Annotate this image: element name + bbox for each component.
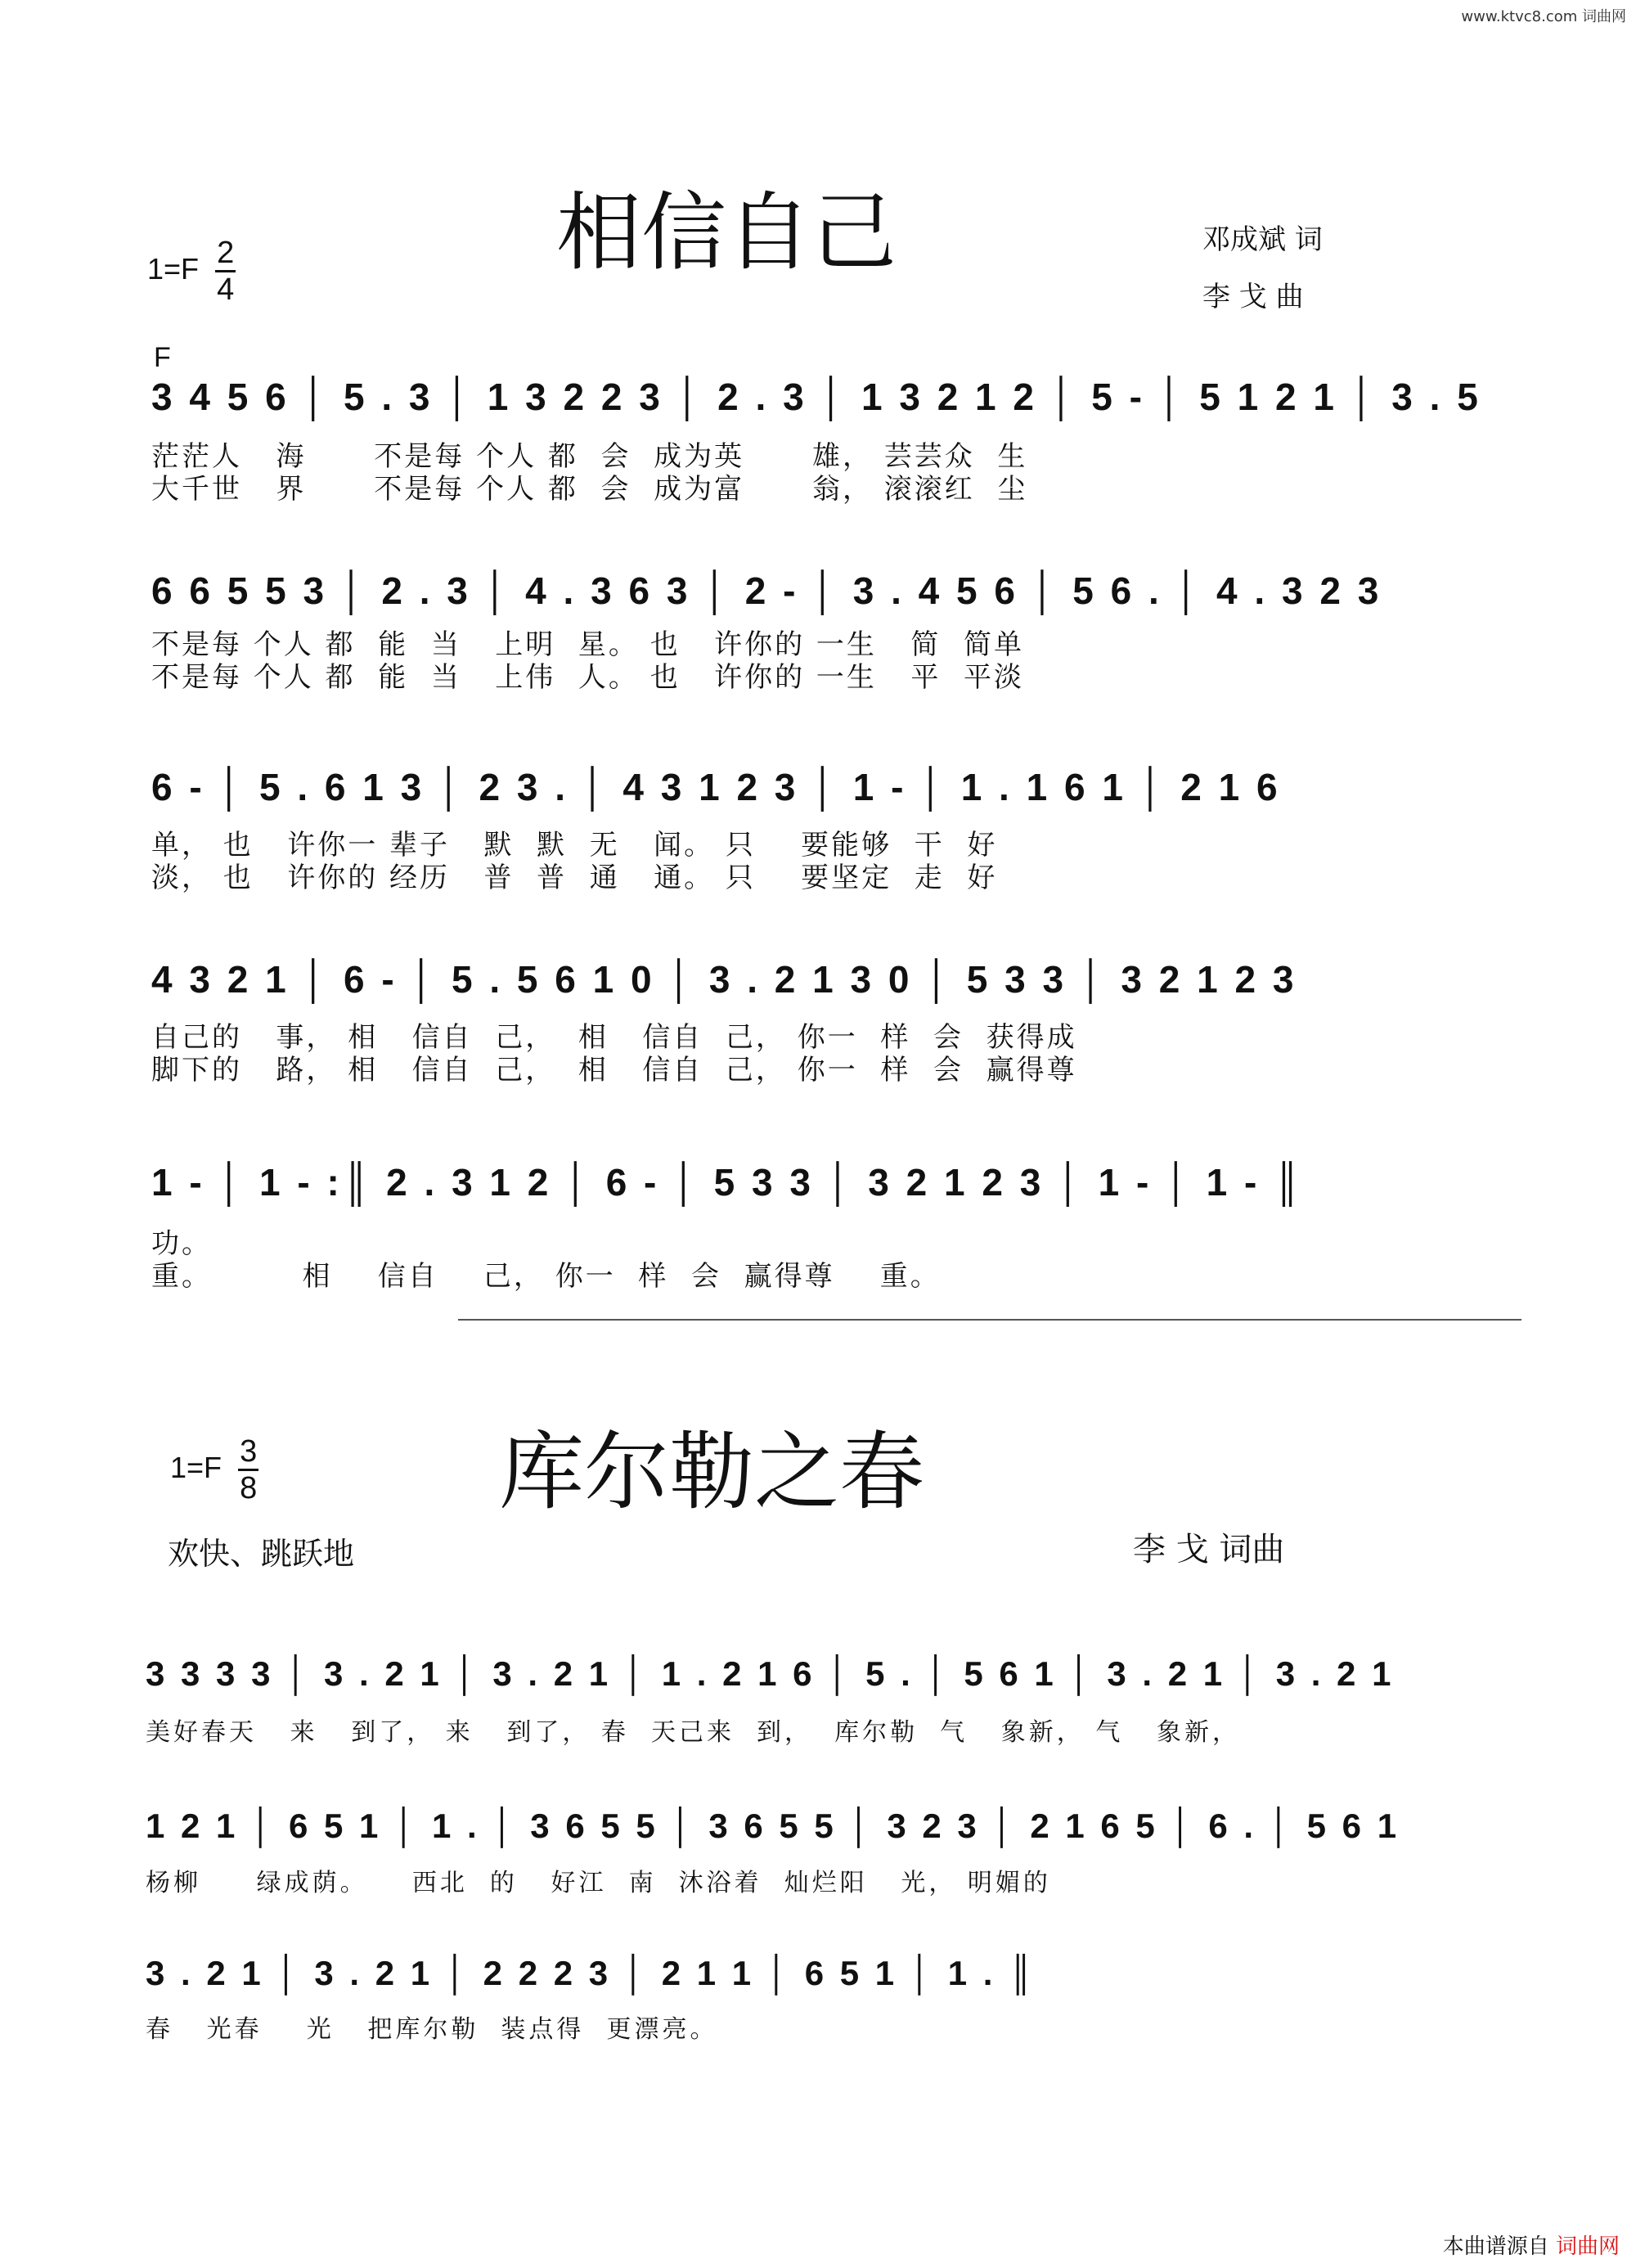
- song1-notation-row-1: 3 4 5 6 │ 5 . 3 │ 1 3 2 2 3 │ 2 . 3 │ 1 3 2 1 2 │ 5 - │ 5 1 2 1 │ 3 . 5: [151, 376, 1481, 418]
- song1-key: 1=F: [147, 252, 200, 286]
- song2-key-signature: [170, 1436, 258, 1504]
- song1-lyric-row-2-verse-1: 不是每 个人 都 能 当 上明 星。 也 许你的 一生 简 简单: [151, 628, 1024, 661]
- song1-notation-row-4: 4 3 2 1 │ 6 - │ 5 . 5 6 1 0 │ 3 . 2 1 3 0 │ 5 3 3 │ 3 2 1 2 3: [151, 958, 1297, 1001]
- footer-source: [1443, 2230, 1620, 2260]
- song1-lyricist: 邓成斌 词: [1202, 223, 1323, 256]
- song1-lyric-row-4-verse-1: 自己的 事， 相 信自 己， 相 信自 己， 你一 样 会 获得成: [151, 1021, 1077, 1054]
- watermark-top: www.ktvc8.com 词曲网: [1461, 8, 1626, 25]
- song1-time-top: 2: [215, 237, 236, 272]
- song1-composer: 李 戈 曲: [1202, 281, 1304, 313]
- song1-lyric-row-5-verse-2: 重。 相 信自 己， 你一 样 会 赢得尊 重。: [151, 1260, 941, 1293]
- song2-time-bottom: 8: [240, 1471, 258, 1505]
- song2-tempo: 欢快、跳跃地: [168, 1536, 355, 1572]
- song2-time-top: 3: [238, 1436, 258, 1471]
- song1-lyric-row-1-verse-1: 茫茫人 海 不是每 个人 都 会 成为英 雄， 芸芸众 生: [151, 440, 1028, 473]
- song2-time-signature: [238, 1436, 258, 1504]
- song1-title: 相信自己: [556, 182, 897, 282]
- song2-credit: 李 戈 词曲: [1133, 1531, 1285, 1568]
- song2-notation-row-2: 1 2 1 │ 6 5 1 │ 1 . │ 3 6 5 5 │ 3 6 5 5 │ 3 2 3 │ 2 1 6 5 │ 6 . │ 5 6 1: [146, 1807, 1400, 1845]
- song2-lyric-row-3: 春 光春 光 把库尔勒 装点得 更漂亮。: [146, 2015, 718, 2044]
- song1-key-signature: [147, 237, 236, 305]
- song2-notation-row-3: 3 . 2 1 │ 3 . 2 1 │ 2 2 2 3 │ 2 1 1 │ 6 5 1 │ 1 . ║: [146, 1954, 1036, 1992]
- song2-lyric-row-1: 美好春天 来 到了， 来 到了， 春 天己来 到， 库尔勒 气 象新， 气 象新，: [146, 1718, 1240, 1747]
- song1-chord: F: [154, 342, 171, 373]
- song1-notation-row-5: 1 - │ 1 - :║ 2 . 3 1 2 │ 6 - │ 5 3 3 │ 3 2 1 2 3 │ 1 - │ 1 - ║: [151, 1161, 1304, 1204]
- song-divider: [458, 1319, 1521, 1321]
- song2-lyric-row-2: 杨柳 绿成荫。 西北 的 好江 南 沐浴着 灿烂阳 光， 明媚的: [146, 1869, 1051, 1897]
- song2-key: 1=F: [170, 1451, 222, 1485]
- song1-lyric-row-1-verse-2: 大千世 界 不是每 个人 都 会 成为富 翁， 滚滚红 尘: [151, 473, 1028, 506]
- song1-time-bottom: 4: [217, 272, 235, 307]
- song1-lyric-row-3-verse-2: 淡， 也 许你的 经历 普 普 通 通。 只 要坚定 走 好: [151, 862, 998, 894]
- song1-lyric-row-4-verse-2: 脚下的 路， 相 信自 己， 相 信自 己， 你一 样 会 赢得尊: [151, 1054, 1077, 1087]
- song1-time-signature: [215, 237, 236, 305]
- song2-title: 库尔勒之春: [499, 1422, 925, 1522]
- song1-notation-row-2: 6 6 5 5 3 │ 2 . 3 │ 4 . 3 6 3 │ 2 - │ 3 . 4 5 6 │ 5 6 . │ 4 . 3 2 3: [151, 569, 1382, 612]
- song1-lyric-row-2-verse-2: 不是每 个人 都 能 当 上伟 人。 也 许你的 一生 平 平淡: [151, 661, 1024, 694]
- song1-notation-row-3: 6 - │ 5 . 6 1 3 │ 2 3 . │ 4 3 1 2 3 │ 1 - │ 1 . 1 6 1 │ 2 1 6: [151, 766, 1281, 808]
- footer-source-left: 本曲谱源自: [1442, 2234, 1549, 2259]
- footer-source-right[interactable]: 词曲网: [1555, 2234, 1620, 2259]
- song2-notation-row-1: 3 3 3 3 │ 3 . 2 1 │ 3 . 2 1 │ 1 . 2 1 6 │ 5 . │ 5 6 1 │ 3 . 2 1 │ 3 . 2 1: [146, 1654, 1395, 1693]
- song1-lyric-row-3-verse-1: 单， 也 许你一 辈子 默 默 无 闻。 只 要能够 干 好: [151, 829, 998, 862]
- song1-lyric-row-5-verse-1: 功。: [151, 1227, 212, 1260]
